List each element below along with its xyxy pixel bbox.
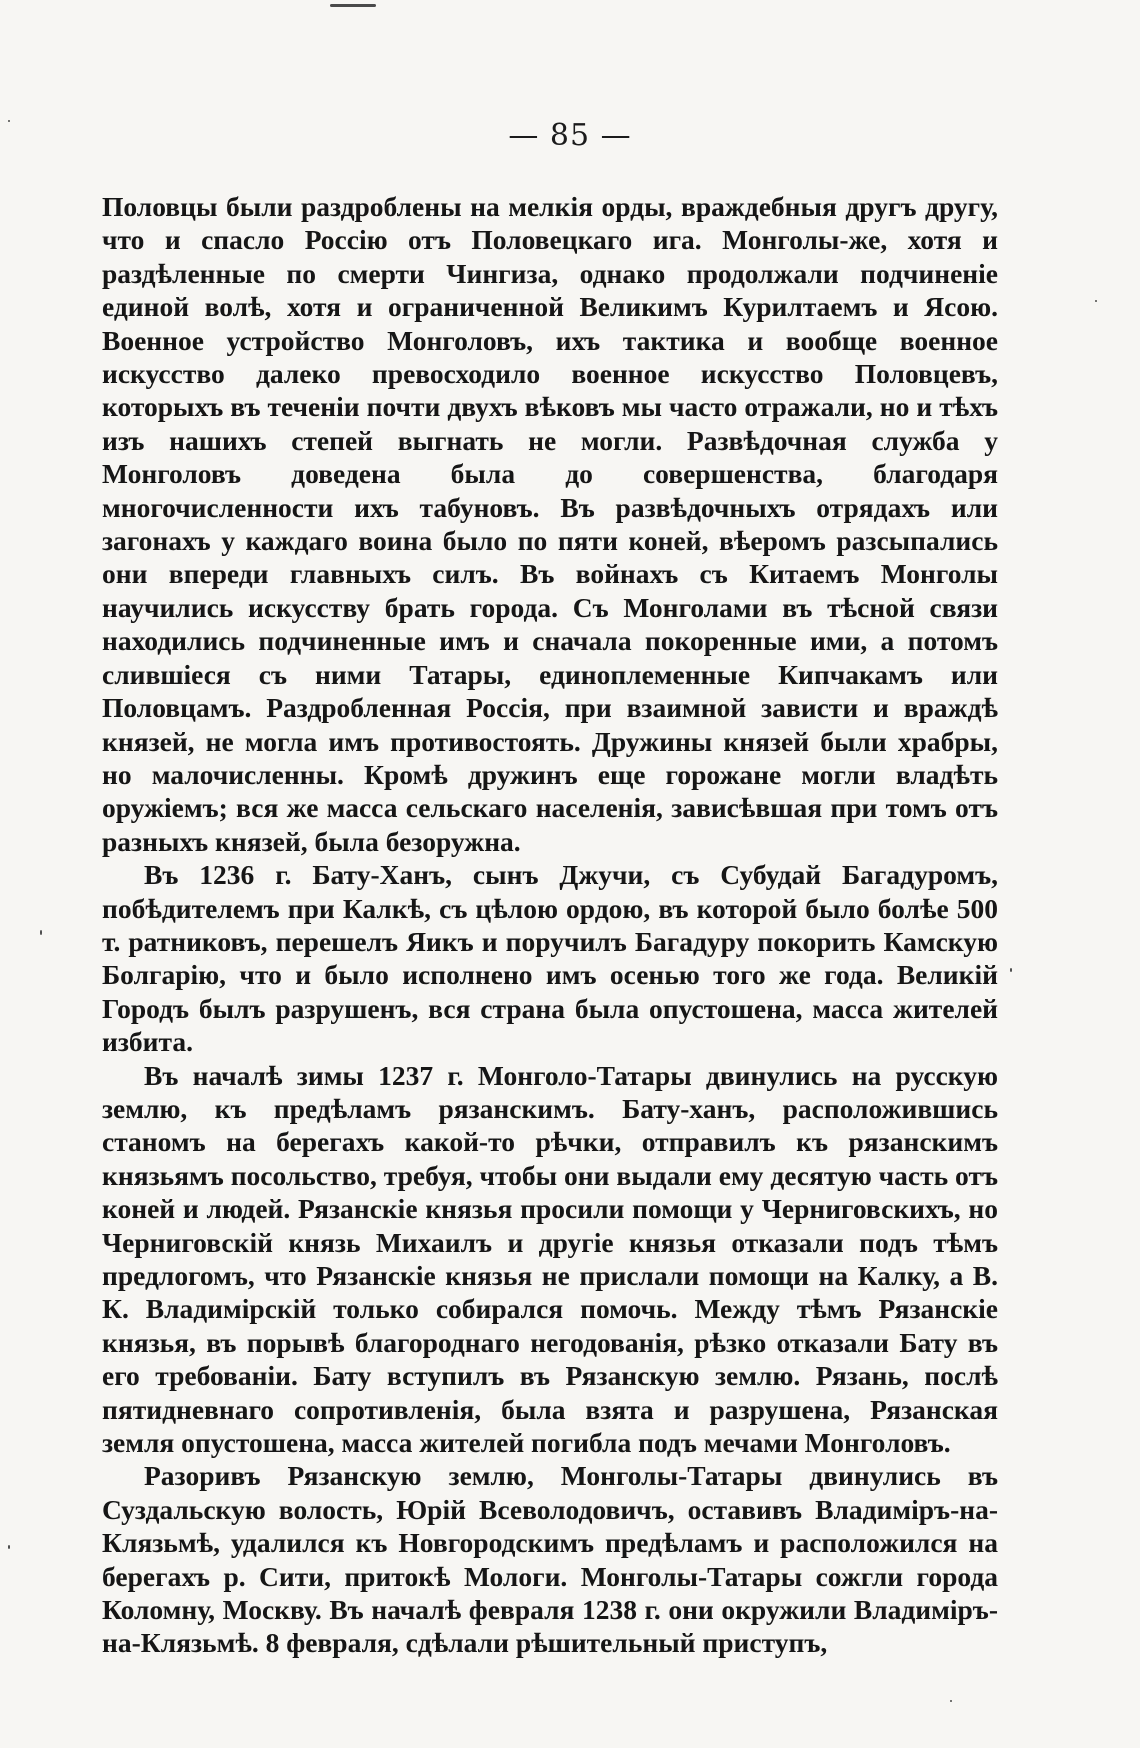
body-text xyxy=(102,190,998,1660)
scan-speck xyxy=(1010,968,1012,972)
paragraph: Въ 1236 г. Бату-Ханъ, сынъ Джучи, съ Субудай Багадуромъ, побѣдителемъ при Калкѣ, съ цѣлою ордою, въ которой было болѣе 500 т. ратниковъ, перешелъ Яикъ и поручилъ Багадуру покорить Камскую Болгарію, что и было исполнено имъ осенью того же года. Великій Городъ былъ разрушенъ, вся страна была опустошена, масса жителей избита. xyxy=(102,859,998,1058)
scan-speck xyxy=(8,120,10,122)
paragraph: Разоривъ Рязанскую землю, Монголы-Татары двинулись въ Суздальскую волость, Юрій Всеволодовичъ, оставивъ Владиміръ-на-Клязьмѣ, удалился къ Новгородскимъ предѣламъ и расположился на берегахъ р. Сити, притокѣ Мологи. Монголы-Татары сожгли города Коломну, Москву. Въ началѣ февраля 1238 г. они окружили Владиміръ-на-Клязьмѣ. 8 февраля, сдѣлали рѣшительный приступъ, xyxy=(102,1460,998,1659)
scan-speck xyxy=(8,1545,10,1549)
page-number: — 85 — xyxy=(508,118,632,153)
scan-speck xyxy=(950,1700,952,1702)
paragraph: Въ началѣ зимы 1237 г. Монголо-Татары двинулись на русскую землю, къ предѣламъ рязанскимъ. Бату-ханъ, расположившись станомъ на берегахъ какой-то рѣчки, отправилъ къ рязанскимъ князьямъ посольство, требуя, чтобы они выдали ему десятую часть отъ коней и людей. Рязанскіе князья просили помощи у Черниговскихъ, но Черниговскій князь Михаилъ и другіе князья отказали подъ тѣмъ предлогомъ, что Рязанскіе князья не прислали помощи на Калку, а В. К. Владимірскій только собирался помочь. Между тѣмъ Рязанскіе князья, въ порывѣ благороднаго негодованія, рѣзко отказали Бату въ его требованіи. Бату вступилъ въ Рязанскую землю. Рязань, послѣ пятидневнаго сопротивленія, была взята и разрушена, Рязанская земля опустошена, масса жителей погибла подъ мечами Монголовъ. xyxy=(102,1059,998,1459)
scan-speck xyxy=(1095,300,1097,302)
scan-speck xyxy=(330,4,376,7)
scan-speck xyxy=(40,930,42,935)
paragraph: Половцы были раздроблены на мелкія орды, враждебныя другъ другу, что и спасло Россію отъ Половецкаго ига. Монголы-же, хотя и раздѣленные по смерти Чингиза, однако продолжали подчиненіе единой волѣ, хотя и ограниченной Великимъ Курилтаемъ и Ясою. Военное устройство Монголовъ, ихъ тактика и вообще военное искусство далеко превосходило военное искусство Половцевъ, которыхъ въ теченіи почти двухъ вѣковъ мы часто отражали, но и тѣхъ изъ нашихъ степей выгнать не могли. Развѣдочная служба у Монголовъ доведена была до совершенства, благодаря многочисленности ихъ табуновъ. Въ развѣдочныхъ отрядахъ или загонахъ у каждаго воина было по пяти коней, вѣеромъ разсыпались они впереди главныхъ силъ. Въ войнахъ съ Китаемъ Монголы научились искусству брать города. Съ Монголами въ тѣсной связи находились подчиненные имъ и сначала покоренные ими, а потомъ слившіеся съ ними Татары, единоплеменные Кипчакамъ или Половцамъ. Раздробленная Россія, при взаимной зависти и враждѣ князей, не могла имъ противостоять. Дружины князей были храбры, но малочисленны. Кромѣ дружинъ еще горожане могли владѣть оружіемъ; вся же масса сельскаго населенія, зависѣвшая при томъ отъ разныхъ князей, была безоружна. xyxy=(102,191,998,857)
